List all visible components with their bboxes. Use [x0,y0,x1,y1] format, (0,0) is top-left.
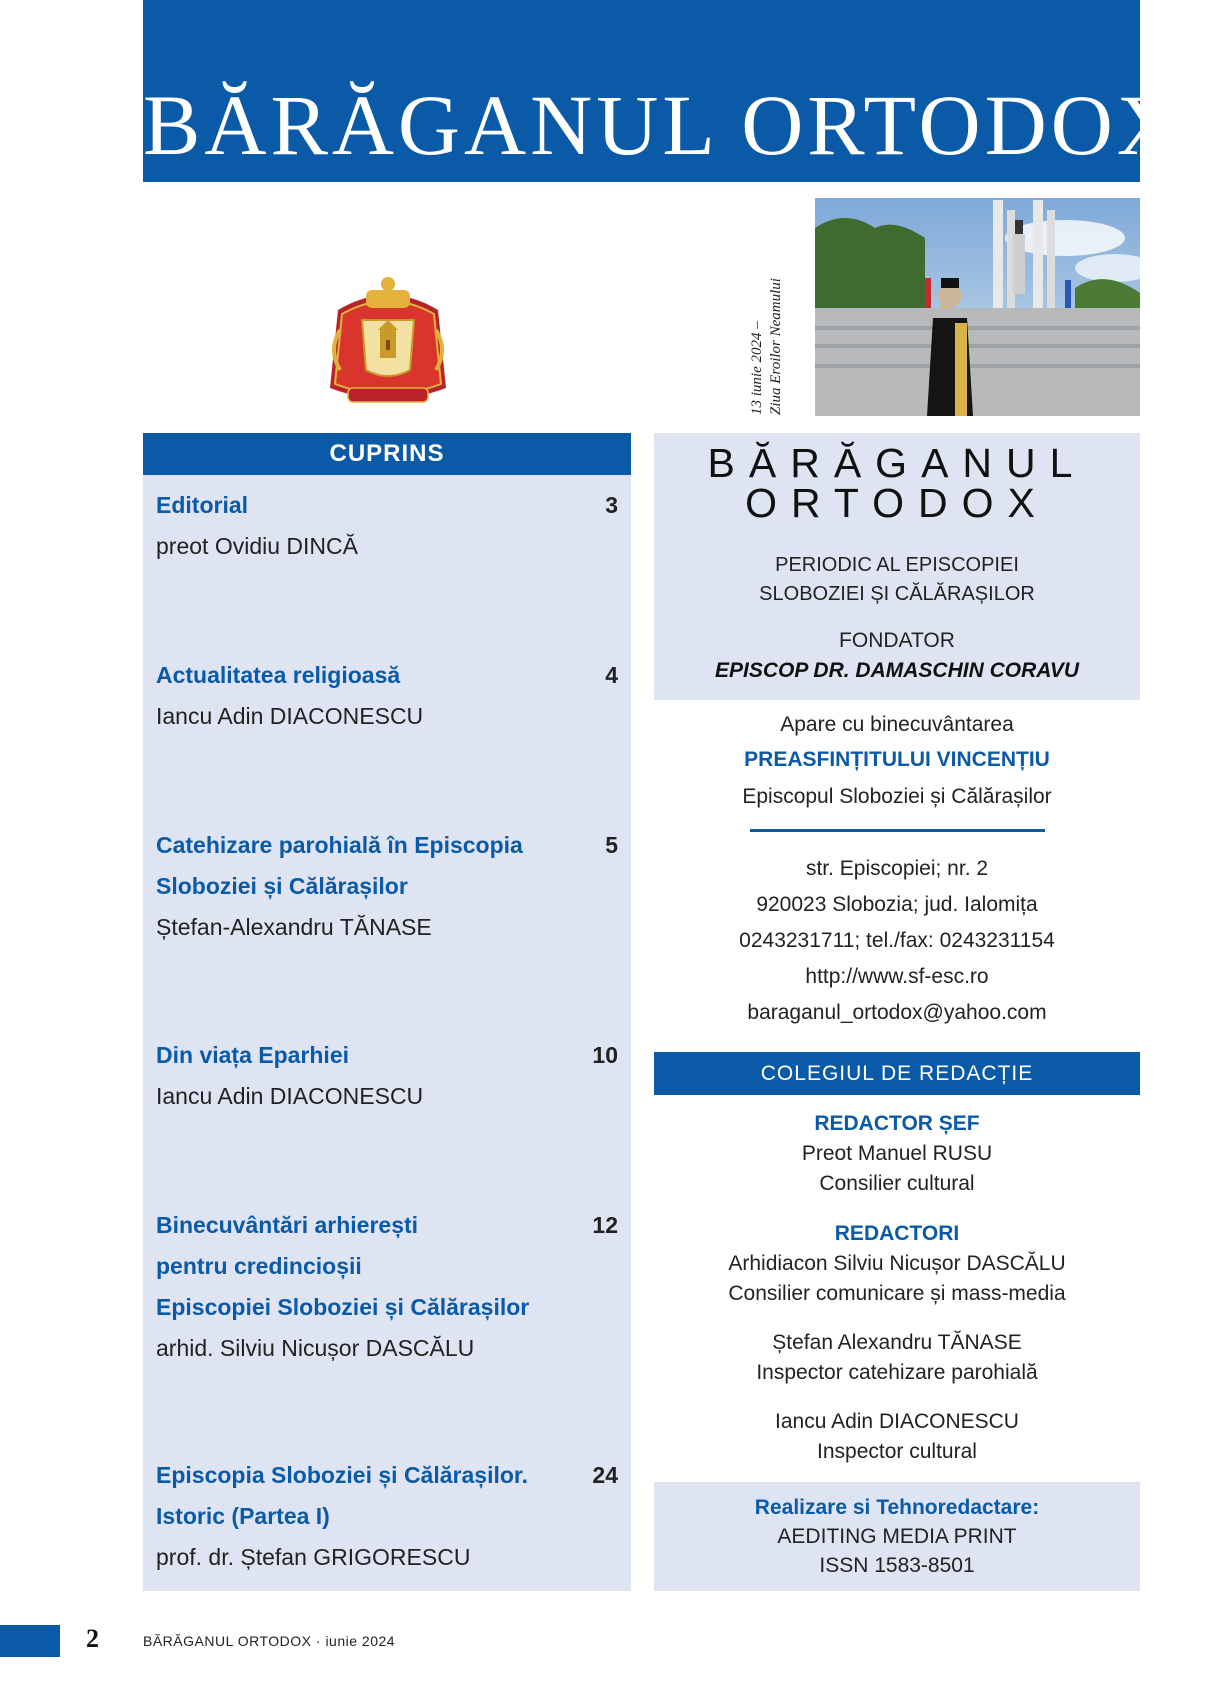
toc-entry-author: Ștefan-Alexandru TĂNASE [156,914,432,940]
toc-entry[interactable] [156,485,618,567]
blessing-line1: Apare cu binecuvântarea [780,713,1014,736]
toc-entry-author: preot Ovidiu DINCĂ [156,533,358,559]
contact-phone: 0243231711; tel./fax: 0243231154 [739,929,1055,952]
editor-role: Inspector catehizare parohială [756,1361,1038,1384]
editor-name: Arhidiacon Silviu Nicușor DASCĂLU [728,1252,1066,1275]
publication-title-line2: ORTODOX [745,480,1049,526]
editorial-board-header: COLEGIUL DE REDACȚIE [654,1052,1140,1095]
toc-entry-title[interactable]: Istoric (Partea I) [156,1503,330,1529]
chief-editor-name: Preot Manuel RUSU [801,1142,993,1165]
editor-name: Ștefan Alexandru TĂNASE [772,1331,1022,1354]
masthead-banner [143,0,1183,182]
editor-name: Iancu Adin DIACONESCU [775,1410,1019,1433]
divider [750,829,1045,832]
issn-number: ISSN 1583-8501 [819,1554,975,1577]
toc-entry-page: 10 [592,1042,618,1068]
chief-editor-role: Consilier cultural [819,1172,975,1195]
contact-city: 920023 Slobozia; jud. Ialomița [756,893,1038,916]
publication-info-box [654,433,1140,700]
toc-entry-author: Iancu Adin DIACONESCU [156,1083,424,1109]
contact-email-link[interactable]: baraganul_ortodox@yahoo.com [747,1001,1047,1024]
production-label: Realizare si Tehnoredactare: [754,1496,1040,1519]
toc-entry[interactable] [156,1035,618,1117]
toc-entry-page: 24 [592,1462,618,1488]
toc-entry-title[interactable]: pentru credincioșii [156,1253,362,1279]
coat-of-arms-logo [318,270,458,416]
footer-accent-bar [0,1625,60,1657]
toc-entry[interactable] [156,655,618,737]
periodic-subtitle [654,551,1140,609]
founder-name: EPISCOP DR. DAMASCHIN CORAVU [714,659,1080,682]
toc-header: CUPRINS [143,433,631,475]
photo-caption-event: Ziua Eroilor Neamului [768,278,784,415]
toc-entry[interactable] [156,1455,618,1578]
production-company: AEDITING MEDIA PRINT [777,1525,1017,1548]
blessing-line2: PREASFINȚITULUI VINCENȚIU [744,748,1050,771]
table-of-contents [143,475,631,1591]
chief-editor-label: REDACTOR ȘEF [814,1112,980,1135]
toc-entry-author: prof. dr. Ștefan GRIGORESCU [156,1544,471,1570]
periodic-line1: PERIODIC AL EPISCOPIEI [775,554,1019,576]
blessing-line3: Episcopul Sloboziei și Călărașilor [742,785,1052,808]
publication-title [654,440,1140,526]
toc-entry-title[interactable]: Sloboziei și Călărașilor [156,873,408,899]
photo-caption-date: 13 iunie 2024 – [749,321,765,415]
toc-entry-title[interactable]: Episcopia Sloboziei și Călărașilor. [156,1462,528,1488]
toc-entry-author: Iancu Adin DIACONESCU [156,703,424,729]
toc-entry-page: 3 [605,492,618,518]
production-box [654,1482,1140,1591]
toc-entry-page: 12 [592,1212,618,1238]
editor-role: Inspector cultural [817,1440,977,1463]
publication-title-line1: BĂRĂGANUL [707,440,1087,486]
toc-entry-page: 4 [605,662,618,688]
toc-entry[interactable] [156,1205,618,1369]
editor-role: Consilier comunicare și mass-media [728,1282,1066,1305]
toc-entry-title[interactable]: Episcopiei Sloboziei și Călărașilor [156,1294,530,1320]
toc-entry-title[interactable]: Binecuvântări arhierești [156,1212,419,1238]
monument-photo [815,198,1140,416]
periodic-line2: SLOBOZIEI ȘI CĂLĂRAȘILOR [759,583,1035,605]
page-number: 2 [86,1624,99,1653]
masthead-title: BĂRĂGANUL ORTODOX [143,77,1183,173]
toc-entry-page: 5 [605,832,618,858]
photo-caption [748,255,786,415]
contact-street: str. Episcopiei; nr. 2 [805,857,989,880]
toc-entry-title[interactable]: Catehizare parohială în Episcopia [156,832,523,858]
toc-entry-title[interactable]: Actualitatea religioasă [156,662,401,688]
founder-label: FONDATOR [839,629,955,652]
contact-website-link[interactable]: http://www.sf-esc.ro [805,965,989,988]
toc-entry-title[interactable]: Din viața Eparhiei [156,1042,350,1068]
toc-entry-author: arhid. Silviu Nicușor DASCĂLU [156,1335,475,1361]
footer-running-title: BĂRĂGANUL ORTODOX · iunie 2024 [143,1633,396,1649]
toc-entry-title[interactable]: Editorial [156,492,249,518]
editors-label: REDACTORI [834,1222,960,1245]
toc-entry[interactable] [156,825,618,948]
